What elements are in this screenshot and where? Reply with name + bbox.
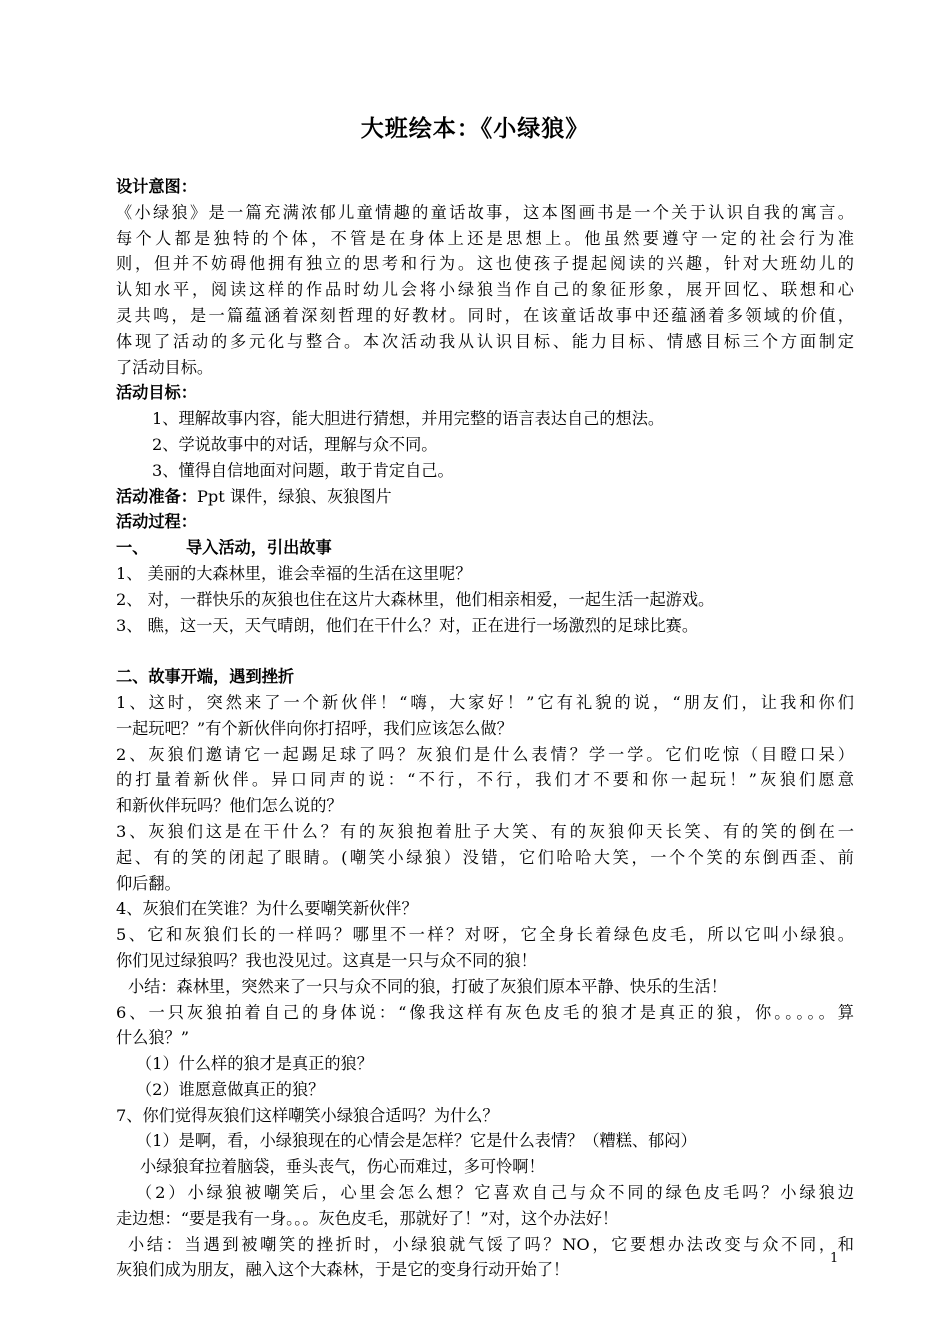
question-line: （2）小绿狼被嘲笑后，心里会怎么想？它喜欢自己与众不同的绿色皮毛吗？小绿狼边 <box>136 1183 854 1203</box>
design-intent-line: 灵共鸣，是一篇蕴涵着深刻哲理的好教材。同时，在该童话故事中还蕴涵着多领域的价值， <box>116 305 854 325</box>
section2-line: 2、灰狼们邀请它一起踢足球了吗？灰狼们是什么表情？学一学。它们吃惊（目瞪口呆） <box>116 744 854 764</box>
document-title: 大班绘本：《小绿狼》 <box>360 116 590 142</box>
question-line: （1）什么样的狼才是真正的狼？ <box>136 1054 373 1074</box>
preparation-heading: 活动准备： <box>116 486 197 506</box>
design-intent-line: 了活动目标。 <box>116 357 214 377</box>
section1-item: 3、 瞧，这一天，天气晴朗，他们在干什么？对，正在进行一场激烈的足球比赛。 <box>116 615 699 635</box>
section2-line: 什么狼？” <box>116 1028 190 1048</box>
section2-line: 的打量着新伙伴。异口同声的说：“不行，不行，我们才不要和你一起玩！”灰狼们愿意 <box>116 770 854 790</box>
design-intent-line: 认知水平，阅读这样的作品时幼儿会将小绿狼当作自己的象征形象，展开回忆、联想和心 <box>116 280 854 300</box>
section2-line: 灰狼们成为朋友，融入这个大森林，于是它的变身行动开始了！ <box>116 1260 570 1280</box>
section2-line: 你们见过绿狼吗？我也没见过。这真是一只与众不同的狼！ <box>116 950 537 970</box>
section2-line: 起、有的笑的闭起了眼睛。(嘲笑小绿狼）没错，它们哈哈大笑，一个个笑的东倒西歪、前 <box>116 847 854 867</box>
question-line: （1）是啊，看，小绿狼现在的心情会是怎样？它是什么表情？（糟糕、郁闷） <box>136 1131 697 1151</box>
section1-item: 1、 美丽的大森林里，谁会幸福的生活在这里呢？ <box>116 563 472 583</box>
section2-line: 7、你们觉得灰狼们这样嘲笑小绿狼合适吗？为什么？ <box>116 1105 499 1125</box>
section2-line: 5、它和灰狼们长的一样吗？哪里不一样？对呀，它全身长着绿色皮毛，所以它叫小绿狼。 <box>116 925 854 945</box>
section2-line: 3、灰狼们这是在干什么？有的灰狼抱着肚子大笑、有的灰狼仰天长笑、有的笑的倒在一 <box>116 821 854 841</box>
design-intent-line: 《小绿狼》是一篇充满浓郁儿童情趣的童话故事，这本图画书是一个关于认识自我的寓言。 <box>116 202 854 222</box>
design-intent-heading: 设计意图： <box>116 177 197 196</box>
design-intent-line: 每个人都是独特的个体，不管是在身体上还是思想上。他虽然要遵守一定的社会行为准 <box>116 228 854 248</box>
goal-item: 3、懂得自信地面对问题，敢于肯定自己。 <box>152 460 454 480</box>
blank-line <box>116 638 854 664</box>
section2-line: 6、一只灰狼拍着自己的身体说：“像我这样有灰色皮毛的狼才是真正的狼，你。。。。。算 <box>116 1002 854 1022</box>
question-line: （2）谁愿意做真正的狼？ <box>136 1079 325 1099</box>
section1-item: 2、 对，一群快乐的灰狼也住在这片大森林里，他们相亲相爱，一起生活一起游戏。 <box>116 589 715 609</box>
summary-line: 小结：当遇到被嘲笑的挫折时，小绿狼就气馁了吗？NO，它要想办法改变与众不同，和 <box>128 1234 854 1254</box>
process-heading: 活动过程： <box>116 512 197 532</box>
section2-line: 和新伙伴玩吗？他们怎么说的？ <box>116 796 343 816</box>
goal-item: 1、理解故事内容，能大胆进行猜想，并用完整的语言表达自己的想法。 <box>152 409 665 429</box>
section2-line: 小绿狼耷拉着脑袋，垂头丧气，伤心而难过，多可怜啊！ <box>140 1157 545 1177</box>
section2-heading: 二、故事开端，遇到挫折 <box>116 667 295 687</box>
section2-line: 仰后翻。 <box>116 873 181 893</box>
section2-line: 一起玩吧？”有个新伙伴向你打招呼，我们应该怎么做？ <box>116 718 513 738</box>
section2-line: 4、灰狼们在笑谁？为什么要嘲笑新伙伴？ <box>116 899 418 919</box>
summary-line: 小结：森林里，突然来了一只与众不同的狼，打破了灰狼们原本平静、快乐的生活！ <box>128 976 727 996</box>
goals-heading: 活动目标： <box>116 383 197 403</box>
goal-item: 2、学说故事中的对话，理解与众不同。 <box>152 434 438 454</box>
page-number: 1 <box>830 1251 839 1266</box>
design-intent-line: 体现了活动的多元化与整合。本次活动我从认识目标、能力目标、情感目标三个方面制定 <box>116 331 854 351</box>
section1-number: 一、 <box>116 538 149 558</box>
section1-title: 导入活动，引出故事 <box>186 538 332 558</box>
design-intent-line: 则，但并不妨碍他拥有独立的思考和行为。这也使孩子提起阅读的兴趣，针对大班幼儿的 <box>116 254 854 274</box>
section2-line: 1、这时，突然来了一个新伙伴！“嗨，大家好！”它有礼貌的说，“朋友们，让我和你们 <box>116 692 854 712</box>
section2-line: 走边想：“要是我有一身。。。灰色皮毛，那就好了！”对，这个办法好！ <box>116 1208 619 1228</box>
preparation-text: Ppt 课件，绿狼、灰狼图片 <box>196 486 392 506</box>
section1-heading <box>116 535 854 561</box>
preparation-line <box>116 484 854 510</box>
document-body <box>116 174 854 1283</box>
